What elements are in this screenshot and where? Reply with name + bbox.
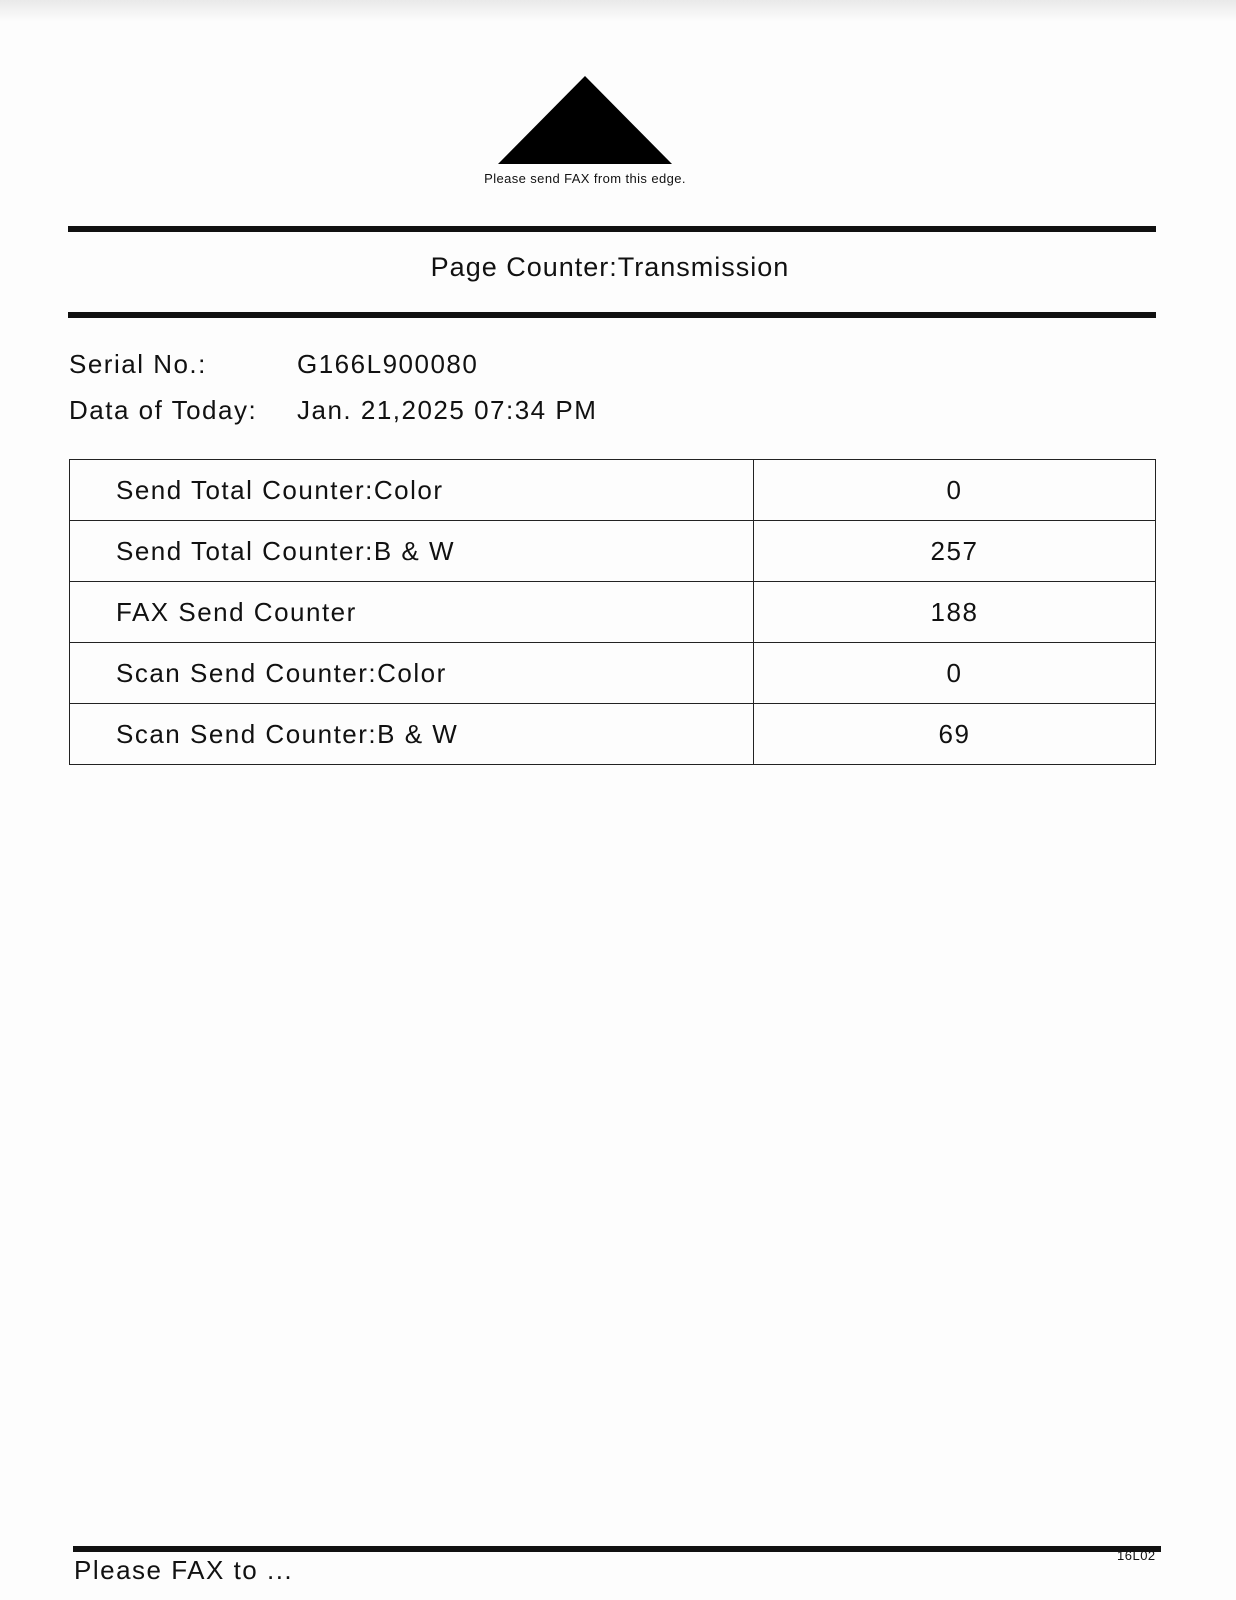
- table-row: [70, 704, 1156, 765]
- table-row: [70, 521, 1156, 582]
- scan-shadow: [0, 0, 1236, 22]
- top-divider: [68, 226, 1156, 232]
- form-code: 16L02: [1117, 1548, 1156, 1563]
- fax-to-text: Please FAX to ...: [74, 1555, 294, 1585]
- counter-name: Scan Send Counter:Color: [70, 643, 754, 704]
- date-value: Jan. 21,2025 07:34 PM: [297, 395, 598, 425]
- table-row: [70, 582, 1156, 643]
- counter-name: Send Total Counter:B & W: [70, 521, 754, 582]
- fax-edge-note: Please send FAX from this edge.: [484, 171, 686, 186]
- footer-divider: [73, 1546, 1161, 1552]
- counter-name: Scan Send Counter:B & W: [70, 704, 754, 765]
- serial-label: Serial No.:: [69, 349, 207, 379]
- counter-value: 188: [754, 582, 1156, 643]
- counter-value: 257: [754, 521, 1156, 582]
- counter-value: 0: [754, 643, 1156, 704]
- report-title: Page Counter:Transmission: [430, 252, 790, 282]
- counter-name: Send Total Counter:Color: [70, 460, 754, 521]
- counter-value: 69: [754, 704, 1156, 765]
- counter-value: 0: [754, 460, 1156, 521]
- title-divider: [68, 312, 1156, 318]
- serial-value: G166L900080: [297, 349, 479, 379]
- date-label: Data of Today:: [69, 395, 258, 425]
- table-row: [70, 643, 1156, 704]
- table-row: [70, 460, 1156, 521]
- counter-table: [69, 459, 1156, 765]
- counter-name: FAX Send Counter: [70, 582, 754, 643]
- up-triangle-icon: [498, 76, 672, 164]
